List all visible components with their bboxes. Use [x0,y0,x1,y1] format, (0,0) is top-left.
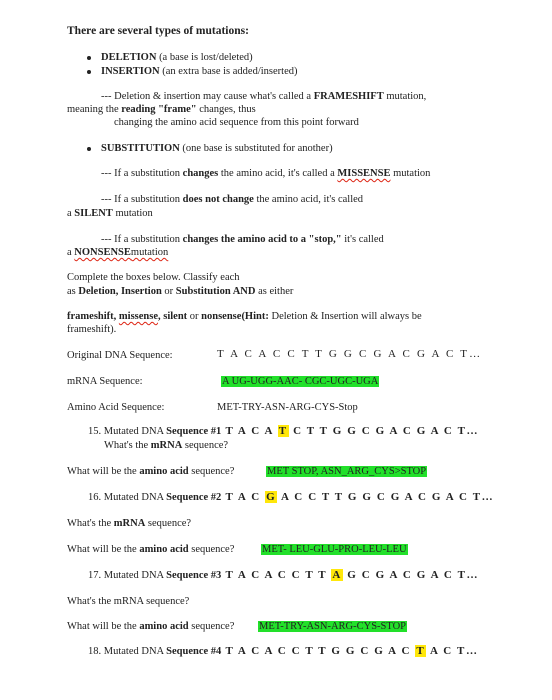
q18-mutated-base: T [416,645,426,657]
frameshift-note-line2 [67,103,256,116]
text: G C G A C G A C T… [342,569,480,581]
text: changes the amino acid to a "stop," [182,234,342,245]
text: T A C A C C T T G G C G A C [221,645,416,657]
bullet-deletion [101,51,253,64]
q16-aa-answer-text: MET- LEU-GLU-PRO-LEU-LEU [262,544,407,555]
text: Sequence #3 [166,570,222,581]
nonsense-note-line1 [101,233,384,246]
silent-note-line2 [67,207,153,220]
text: --- If a substitution [101,168,183,179]
text: What will be the [67,466,140,477]
text: , silent [158,311,188,322]
page-heading: There are several types of mutations: [67,25,249,37]
text: C T T G G C G A C G A C T… [288,425,480,437]
text: --- Deletion & insertion may cause what's called a [101,91,314,102]
text: What will be the [67,544,140,555]
text: amino acid [139,621,189,632]
text: (Hint: [241,311,269,322]
text: 16. Mutated DNA [88,492,167,503]
q17-aa-question [67,620,234,633]
text: mRNA [113,518,146,529]
reading-frame-term: reading "frame" [121,104,197,115]
text: as either [255,286,294,297]
nonsense-note-line2 [67,246,168,259]
text: mutation [390,168,431,179]
text: 17. Mutated DNA [88,570,167,581]
bullet-insertion [101,65,297,78]
text: does not change [182,194,254,205]
text: Sequence #1 [166,426,222,437]
text: A C C T T G G C G A C G A C T… [277,491,495,503]
silent-note-line1 [101,193,363,206]
bullet-dot [87,70,91,74]
nonsense-term: NONSENSE [74,247,131,258]
text: --- If a substitution [101,194,183,205]
text: sequence? [188,544,235,555]
text: Deletion, Insertion [78,286,162,297]
deletion-term: DELETION [101,52,157,63]
insertion-desc: (an extra base is added/inserted) [159,66,298,77]
text: mutation [130,247,169,258]
q17-mutated-sequence [88,569,479,583]
q17-aa-answer-text: MET-TRY-ASN-ARG-CYS-STOP [259,621,407,632]
text: it's called [341,234,384,245]
text: frameshift, [67,311,119,322]
missense-term: MISSENSE [337,168,391,179]
bullet-dot [87,56,91,60]
q16-mutated-sequence [88,491,494,505]
q15-mutated-sequence [88,425,479,439]
text: T A C A [221,425,278,437]
q16-mrna-question [67,517,191,530]
missense-note [101,167,430,180]
q15-aa-question [67,465,234,478]
text: What's the [104,440,151,451]
q15-mutated-base: T [278,425,288,437]
text: meaning the [67,104,122,115]
mrna-answer-text: A UG-UGG-AAC- CGC-UGC-UGA [222,376,379,387]
text: a [67,208,75,219]
instructions-line1: Complete the boxes below. Classify each [67,272,240,283]
silent-term: SILENT [74,208,113,219]
text: A C T… [426,645,479,657]
text: changes, thus [196,104,256,115]
q18-mutated-sequence [88,645,479,659]
q16-aa-question [67,543,234,556]
original-dna-label: Original DNA Sequence: [67,350,173,361]
bullet-dot [87,147,91,151]
substitution-desc: (one base is substituted for another) [179,143,333,154]
text: amino acid [139,544,189,555]
text: or [161,286,176,297]
amino-acid-value: MET-TRY-ASN-ARG-CYS-Stop [217,402,358,413]
frameshift-term: FRAMESHIFT [313,91,384,102]
q15-aa-answer-box[interactable] [266,465,427,478]
original-dna-value: T A C A C C T T G G C G A C G A C T… [217,348,483,360]
text: the amino acid, it's called a [218,168,338,179]
text: mutation [112,208,153,219]
insertion-term: INSERTION [101,66,160,77]
missense-option: missense [118,311,158,322]
mrna-label: mRNA Sequence: [67,376,143,387]
text: as [67,286,79,297]
text: T A C [221,491,266,503]
text: Substitution AND [175,286,256,297]
text: 15. Mutated DNA [88,426,167,437]
text: Sequence #2 [166,492,222,503]
bullet-substitution [101,142,333,155]
classification-options [67,310,422,323]
text: sequence? [188,466,235,477]
mrna-answer-box[interactable] [221,375,379,388]
text: mutation, [383,91,427,102]
text: nonsense [201,311,242,322]
text: 18. Mutated DNA [88,646,167,657]
text: mRNA [150,440,183,451]
text: sequence? [188,621,235,632]
q17-mrna-question: What's the mRNA sequence? [67,596,190,607]
text: What's the [67,518,114,529]
text: or [187,311,202,322]
text: Deletion & Insertion will always be [268,311,422,322]
q17-mutated-base: A [332,569,342,581]
q16-aa-answer-box[interactable] [261,543,408,556]
instructions-line2 [67,285,293,298]
substitution-term: SUBSTITUTION [101,143,180,154]
text: sequence? [182,440,229,451]
frameshift-note-line1 [101,90,426,103]
amino-acid-label: Amino Acid Sequence: [67,402,165,413]
q15-mrna-question [104,439,228,452]
classification-options-line2: frameshift). [67,324,117,335]
text: changes [182,168,219,179]
text: sequence? [145,518,192,529]
text: a [67,247,75,258]
text: --- If a substitution [101,234,183,245]
q15-aa-answer-text: MET STOP, ASN_ARG_CYS>STOP [267,466,427,477]
frameshift-note-line3: changing the amino acid sequence from this point forward [114,117,359,128]
text: amino acid [139,466,189,477]
deletion-desc: (a base is lost/deleted) [156,52,253,63]
text: the amino acid, it's called [253,194,364,205]
text: T A C A C C T T [221,569,332,581]
text: Sequence #4 [166,646,222,657]
text: What will be the [67,621,140,632]
q16-mutated-base: G [266,491,277,503]
q17-aa-answer-box[interactable] [258,620,407,633]
